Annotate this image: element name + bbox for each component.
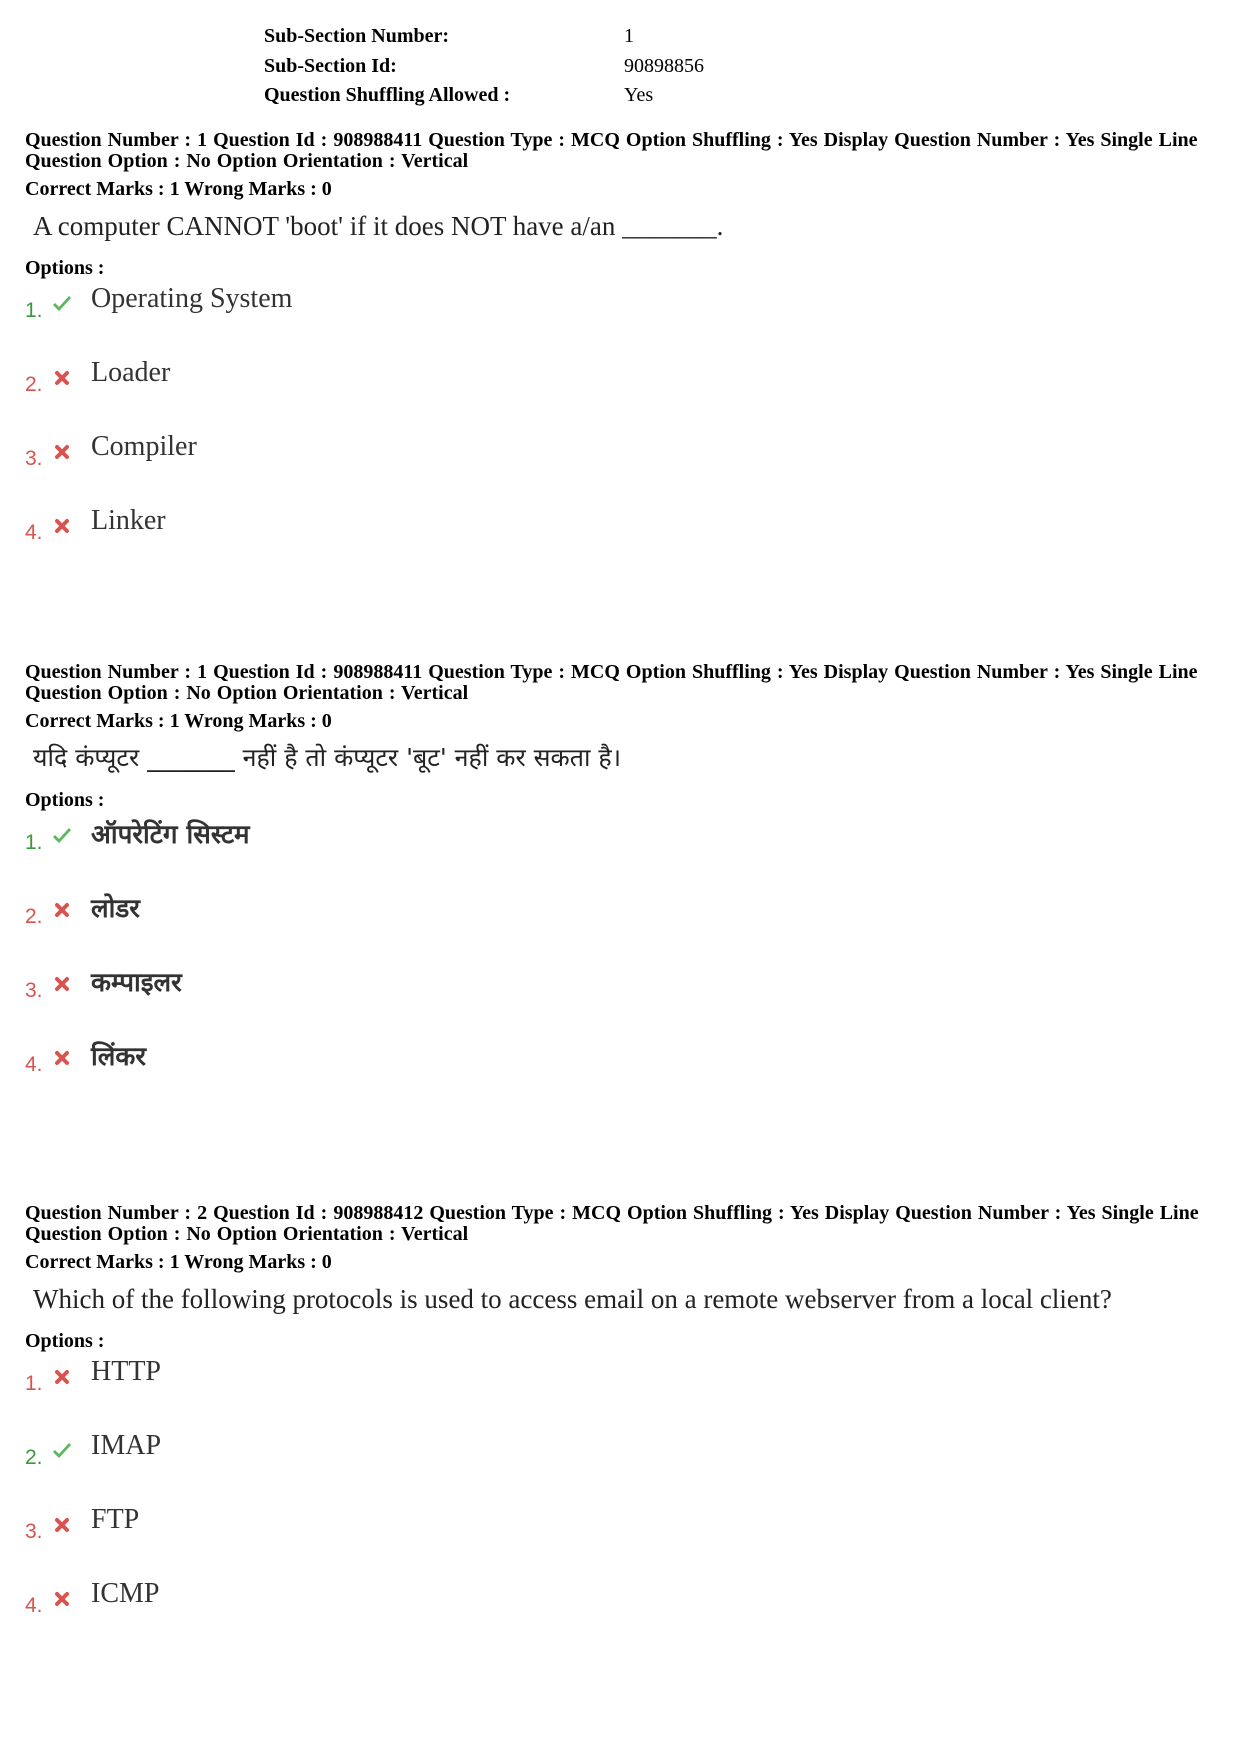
option-number: 4. [25,521,43,544]
check-icon [51,1440,73,1462]
question-marks: Correct Marks : 1 Wrong Marks : 0 [25,710,332,732]
check-icon [51,293,73,315]
question-block-1 [25,130,1220,575]
option-text: Loader [91,357,171,388]
question-header: Question Number : 2 Question Id : 908988412 Question Type : MCQ Option Shuffling : Yes Display Question Number : Yes Single Line Question Option : No Option Orientation : Vertical [25,1202,1199,1245]
cross-icon [51,973,73,995]
option-item [25,1352,1220,1426]
meta-label: Sub-Section Id: [264,54,397,77]
option-item [25,885,1220,959]
option-item [25,1426,1220,1500]
question-text: Which of the following protocols is used to access email on a remote webserver from a local client? [33,1284,1112,1314]
option-text: HTTP [91,1356,161,1387]
option-number: 1. [25,299,43,322]
meta-label: Sub-Section Number: [264,25,450,47]
option-text: लोडर [91,894,140,924]
option-item [25,811,1220,885]
option-text: लिंकर [91,1042,146,1072]
meta-value: Yes [624,84,654,106]
options-label: Options : [25,1330,105,1352]
cross-icon [51,1366,73,1388]
option-item [25,959,1220,1033]
option-number: 3. [25,447,43,470]
question-header: Question Number : 1 Question Id : 908988411 Question Type : MCQ Option Shuffling : Yes Display Question Number : Yes Single Line Question Option : No Option Orientation : Vertical [25,129,1198,172]
option-number: 4. [25,1053,43,1076]
meta-label: Question Shuffling Allowed : [264,84,511,106]
option-text: Operating System [91,283,293,314]
option-number: 3. [25,1520,43,1543]
options-list [25,811,1220,1107]
option-item [25,1500,1220,1574]
section-meta [264,22,704,111]
options-label: Options : [25,789,105,811]
cross-icon [51,899,73,921]
options-label: Options : [25,257,105,279]
option-number: 2. [25,1446,43,1469]
cross-icon [51,441,73,463]
option-text: कम्पाइलर [91,968,182,998]
option-item [25,1033,1220,1107]
options-list [25,1352,1220,1648]
option-item [25,1574,1220,1648]
meta-row-subsection-number [264,22,704,52]
option-number: 1. [25,831,43,854]
option-number: 2. [25,905,43,928]
option-text: FTP [91,1504,140,1535]
cross-icon [51,1047,73,1069]
question-text: यदि कंप्यूटर _______ नहीं है तो कंप्यूटर 'बूट' नहीं कर सकता है। [33,743,622,772]
option-text: ICMP [91,1578,160,1609]
option-text: ऑपरेटिंग सिस्टम [91,820,250,850]
question-block-3 [25,1203,1220,1648]
options-list [25,279,1220,575]
check-icon [51,825,73,847]
cross-icon [51,515,73,537]
question-block-2 [25,662,1220,1107]
meta-value: 90898856 [624,54,704,77]
cross-icon [51,1514,73,1536]
option-text: IMAP [91,1430,162,1461]
question-marks: Correct Marks : 1 Wrong Marks : 0 [25,178,332,200]
meta-row-question-shuffling [264,81,704,111]
option-text: Compiler [91,431,197,462]
question-text: A computer CANNOT 'boot' if it does NOT have a/an _______. [33,211,724,241]
meta-value: 1 [624,25,634,47]
option-number: 1. [25,1372,43,1395]
option-item [25,501,1220,575]
option-number: 3. [25,979,43,1002]
option-item [25,427,1220,501]
option-item [25,353,1220,427]
cross-icon [51,367,73,389]
option-number: 4. [25,1594,43,1617]
option-text: Linker [91,505,166,536]
cross-icon [51,1588,73,1610]
meta-row-subsection-id [264,52,704,82]
question-header: Question Number : 1 Question Id : 908988411 Question Type : MCQ Option Shuffling : Yes Display Question Number : Yes Single Line Question Option : No Option Orientation : Vertical [25,661,1198,704]
question-marks: Correct Marks : 1 Wrong Marks : 0 [25,1251,332,1273]
option-item [25,279,1220,353]
option-number: 2. [25,373,43,396]
